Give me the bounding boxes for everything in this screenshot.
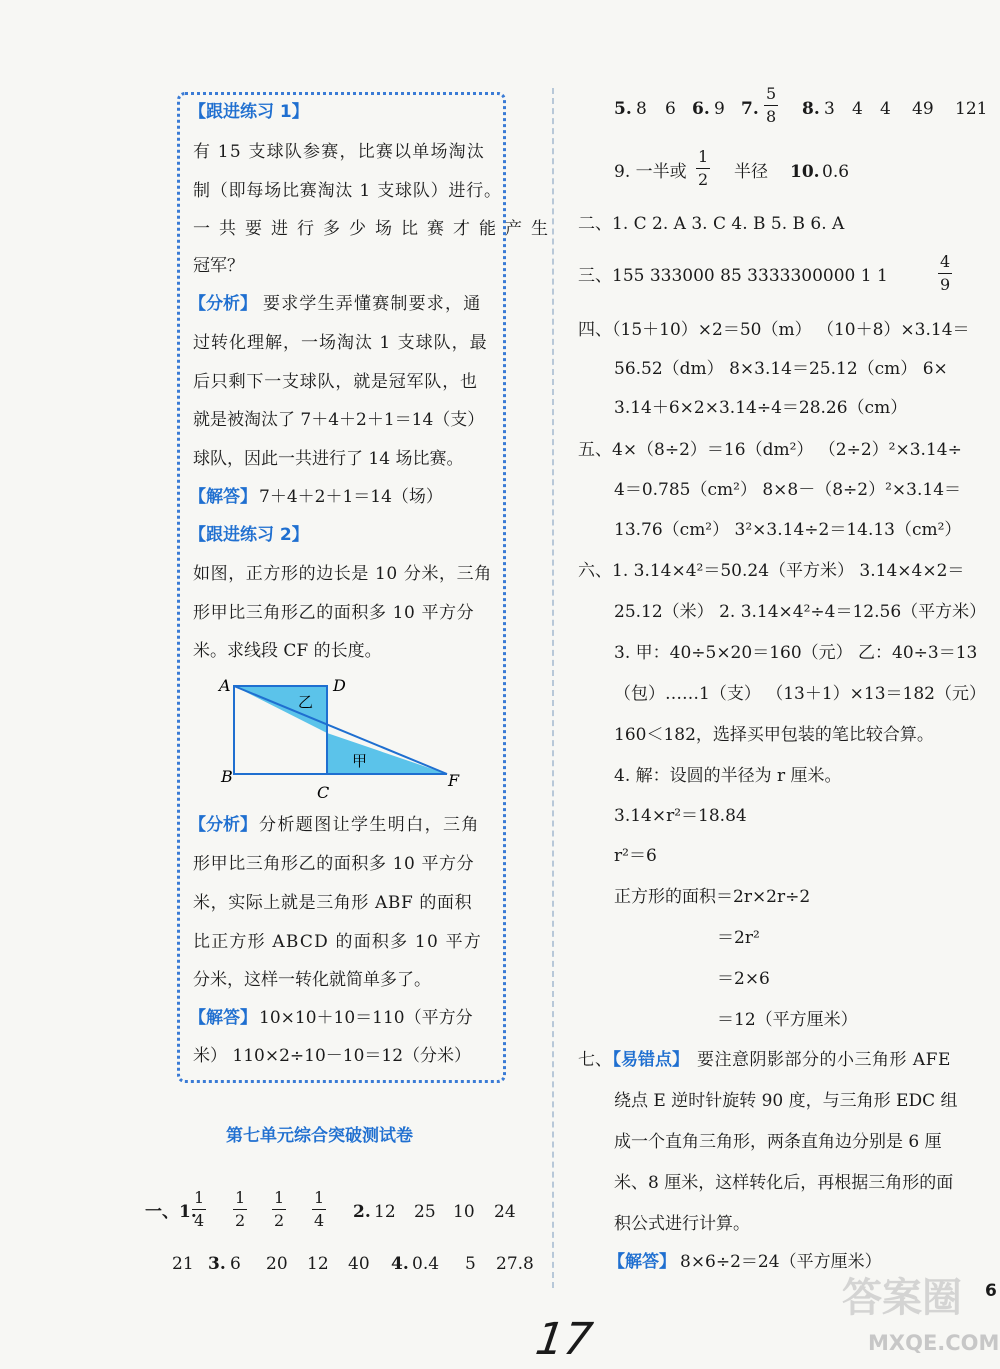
- label-c: C: [317, 783, 330, 802]
- answer-line: 8×6÷2＝24（平方厘米）: [680, 1252, 882, 1272]
- answer-value: 27.8: [496, 1254, 534, 1274]
- analysis2-line: 分析题图让学生明白，三角: [259, 815, 480, 835]
- answer-value: 5: [465, 1254, 476, 1274]
- q1-item-number: 4.: [391, 1254, 409, 1274]
- fraction: 1 4: [194, 1188, 205, 1230]
- answer-line: 3.14＋6×2×3.14÷4＝28.26（cm）: [614, 398, 908, 418]
- practice1-tag: 【跟进练习 1】: [189, 102, 309, 122]
- fraction: 5 8: [766, 84, 777, 126]
- answer-line: r²＝6: [614, 846, 657, 866]
- answer-line: ＝12（平方厘米）: [717, 1010, 858, 1030]
- label-b: B: [221, 767, 233, 786]
- handwritten-number: 17: [532, 1314, 596, 1365]
- answer-line: 9. 一半或: [614, 162, 687, 182]
- analysis1-line: 球队，因此一共进行了 14 场比赛。: [193, 449, 464, 469]
- answer-line: 七、: [578, 1050, 612, 1070]
- answer-line: 3. 甲：40÷5×20＝160（元） 乙：40÷3＝13: [614, 643, 978, 663]
- answer-line: 积公式进行计算。: [614, 1214, 750, 1234]
- practice1-line: 有 15 支球队参赛，比赛以单场淘汰: [193, 142, 486, 162]
- answer1-text: 7＋4＋2＋1＝14（场）: [259, 487, 443, 507]
- answer-line: 五、4×（8÷2）＝16（dm²） （2÷2）²×3.14÷: [578, 440, 962, 460]
- watermark-url: MXQE.COM: [868, 1331, 1000, 1355]
- q1-label: 一、1.: [145, 1202, 197, 1222]
- answer-line: 成一个直角三角形，两条直角边分别是 6 厘: [614, 1132, 942, 1152]
- fraction: 1 4: [314, 1188, 325, 1230]
- answer-line: 正方形的面积＝2r×2r÷2: [614, 887, 811, 907]
- answer-line: 二、1. C 2. A 3. C 4. B 5. B 6. A: [578, 214, 845, 234]
- answer-value: 40: [348, 1254, 370, 1274]
- answer1-tag: 【解答】: [189, 487, 257, 507]
- answer-value: 25: [414, 1202, 436, 1222]
- fraction: 1 2: [698, 147, 709, 189]
- answer-line: 要注意阴影部分的小三角形 AFE: [697, 1050, 951, 1070]
- label-f: F: [448, 771, 460, 790]
- answer-value: 0.4: [412, 1254, 440, 1274]
- answer-value: 6: [230, 1254, 241, 1274]
- practice2-line: 如图，正方形的边长是 10 分米，三角: [193, 564, 492, 584]
- answer-line: 25.12（米） 2. 3.14×4²÷4＝12.56（平方米）: [614, 602, 987, 622]
- fraction: 4 9: [940, 252, 951, 294]
- answer2-tag: 【解答】: [189, 1008, 257, 1028]
- answer-value: 4: [852, 99, 863, 119]
- answer-line: 13.76（cm²） 3²×3.14÷2＝14.13（cm²）: [614, 520, 962, 540]
- analysis2-line: 米，实际上就是三角形 ABF 的面积: [193, 893, 473, 913]
- analysis2-line: 分米，这样一转化就简单多了。: [193, 970, 431, 990]
- label-d: D: [333, 676, 346, 695]
- triangle-jia-shading: [327, 733, 447, 774]
- answer-value: 10: [453, 1202, 475, 1222]
- answer-tag: 【解答】: [608, 1252, 676, 1272]
- answer-value: 12: [374, 1202, 396, 1222]
- column-divider: [552, 88, 554, 1288]
- answer-line: ＝2×6: [717, 969, 770, 989]
- practice1-line: 制（即每场比赛淘汰 1 支球队）进行。: [193, 181, 502, 201]
- fraction: 1 2: [274, 1188, 285, 1230]
- answer2-line: 米） 110×2÷10－10＝12（分米）: [193, 1046, 472, 1066]
- answer-value: 8: [636, 99, 647, 119]
- answer-value: 0.6: [822, 162, 850, 182]
- geometry-figure: [215, 672, 465, 802]
- watermark-logo: 答案圈: [842, 1275, 962, 1321]
- practice1-line: 一共要进行多少场比赛才能产生: [193, 219, 557, 239]
- answer-line: 绕点 E 逆时针旋转 90 度，与三角形 EDC 组: [614, 1091, 958, 1111]
- q1-item-number: 2.: [353, 1202, 371, 1222]
- page-number: 6: [985, 1281, 997, 1301]
- answer-value: 121: [955, 99, 988, 119]
- answer-line: 160＜182，选择买甲包装的笔比较合算。: [614, 725, 934, 745]
- item-number: 8.: [802, 99, 820, 119]
- q1-item-number: 3.: [208, 1254, 226, 1274]
- answer-line: （包）……1（支） （13＋1）×13＝182（元）: [614, 684, 986, 704]
- answer-line: ＝2r²: [717, 928, 760, 948]
- item-number: 7.: [741, 99, 759, 119]
- answer-value: 9: [714, 99, 725, 119]
- analysis1-line: 要求学生弄懂赛制要求，通: [263, 294, 482, 314]
- answer-line: 3.14×r²＝18.84: [614, 806, 747, 826]
- section-title: 第七单元综合突破测试卷: [226, 1126, 413, 1146]
- label-a: A: [219, 676, 231, 695]
- answer-line: 六、1. 3.14×4²＝50.24（平方米） 3.14×4×2＝: [578, 561, 965, 581]
- answer-value: 49: [912, 99, 934, 119]
- item-number: 5.: [614, 99, 632, 119]
- answer-line: 56.52（dm） 8×3.14＝25.12（cm） 6×: [614, 359, 948, 379]
- analysis1-tag: 【分析】: [189, 294, 257, 314]
- analysis1-line: 就是被淘汰了 7＋4＋2＋1＝14（支）: [193, 410, 485, 430]
- item-number: 10.: [790, 162, 820, 182]
- answer-value: 24: [494, 1202, 516, 1222]
- answer-line: 4＝0.785（cm²） 8×8－（8÷2）²×3.14＝: [614, 480, 962, 500]
- practice1-line: 冠军？: [193, 256, 244, 276]
- error-tag: 【易错点】: [604, 1050, 689, 1070]
- answer-line: 三、155 333000 85 3333300000 1 1: [578, 266, 888, 286]
- answer-value: 21: [172, 1254, 194, 1274]
- item-number: 6.: [692, 99, 710, 119]
- analysis1-line: 后只剩下一支球队，就是冠军队，也: [193, 372, 478, 392]
- answer-line: 四、（15＋10）×2＝50（m） （10＋8）×3.14＝: [578, 320, 970, 340]
- answer-value: 12: [307, 1254, 329, 1274]
- answer-value: 半径: [734, 162, 768, 182]
- label-yi: 乙: [298, 693, 314, 711]
- answer-line: 4. 解：设圆的半径为 r 厘米。: [614, 766, 842, 786]
- answer-value: 20: [266, 1254, 288, 1274]
- practice2-tag: 【跟进练习 2】: [189, 525, 309, 545]
- analysis2-line: 比正方形 ABCD 的面积多 10 平方: [193, 932, 482, 952]
- triangle-yi-shading: [234, 686, 327, 733]
- answer2-line: 10×10＋10＝110（平方分: [259, 1008, 473, 1028]
- answer-value: 4: [880, 99, 891, 119]
- answer-value: 3: [824, 99, 835, 119]
- fraction: 1 2: [235, 1188, 246, 1230]
- analysis2-line: 形甲比三角形乙的面积多 10 平方分: [193, 854, 475, 874]
- practice2-line: 形甲比三角形乙的面积多 10 平方分: [193, 603, 475, 623]
- practice2-line: 米。求线段 CF 的长度。: [193, 641, 382, 661]
- answer-value: 6: [665, 99, 676, 119]
- analysis1-line: 过转化理解，一场淘汰 1 支球队，最: [193, 333, 488, 353]
- answer-line: 米、8 厘米，这样转化后，再根据三角形的面: [614, 1173, 954, 1193]
- label-jia: 甲: [352, 752, 368, 770]
- analysis2-tag: 【分析】: [189, 815, 257, 835]
